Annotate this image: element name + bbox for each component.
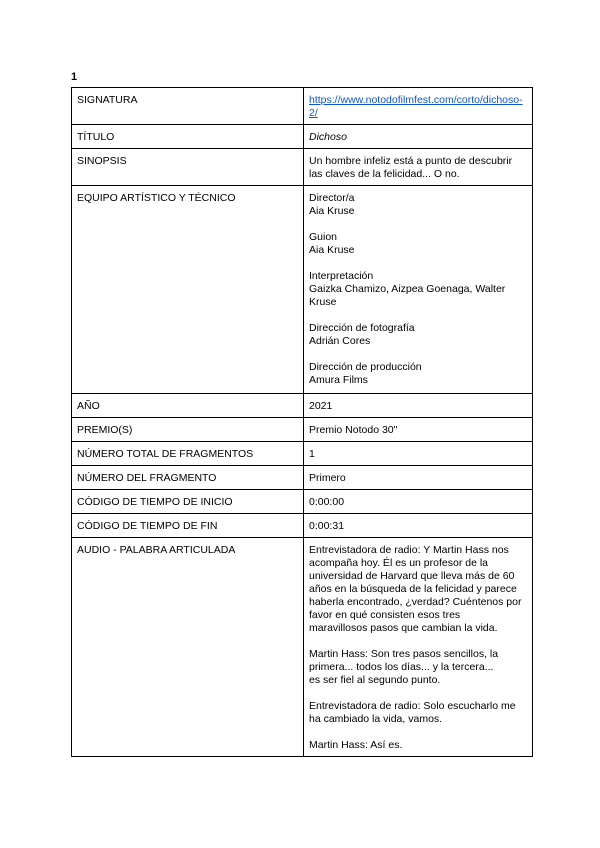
total-fragmentos-label: NÚMERO TOTAL DE FRAGMENTOS: [72, 442, 304, 466]
signatura-label: SIGNATURA: [72, 88, 304, 125]
spacer: [309, 309, 527, 322]
audio-paragraph-2b: es ser fiel al segundo punto.: [309, 674, 441, 686]
spacer: [309, 218, 527, 231]
numero-fragmento-label: NÚMERO DEL FRAGMENTO: [72, 466, 304, 490]
guion-label: Guion: [309, 231, 338, 243]
table-row-audio: [72, 538, 533, 757]
audio-label: AUDIO - PALABRA ARTICULADA: [72, 538, 304, 757]
guion-value: Aia Kruse: [309, 244, 355, 256]
equipo-label: EQUIPO ARTÍSTICO Y TÉCNICO: [72, 186, 304, 394]
signatura-value-cell: [304, 88, 533, 125]
tiempo-inicio-label: CÓDIGO DE TIEMPO DE INICIO: [72, 490, 304, 514]
spacer: [309, 257, 527, 270]
table-row-tiempo-inicio: [72, 490, 533, 514]
spacer: [309, 635, 527, 648]
audio-value-cell: [304, 538, 533, 757]
interpretacion-label: Interpretación: [309, 270, 374, 282]
page-number: 1: [71, 71, 78, 83]
anio-label: AÑO: [72, 394, 304, 418]
produccion-label: Dirección de producción: [309, 361, 422, 373]
spacer: [309, 687, 527, 700]
table-row-premios: [72, 418, 533, 442]
signatura-link[interactable]: https://www.notodofilmfest.com/corto/dichoso-2/: [309, 94, 523, 119]
table-row-total-fragmentos: [72, 442, 533, 466]
table-row-sinopsis: [72, 149, 533, 186]
fotografia-label: Dirección de fotografía: [309, 322, 415, 334]
audio-paragraph-3: Entrevistadora de radio: Solo escucharlo me ha cambiado la vida, vamos.: [309, 700, 516, 725]
audio-paragraph-4: Martin Hass: Así es.: [309, 739, 403, 751]
table-row-titulo: [72, 125, 533, 149]
table-row-numero-fragmento: [72, 466, 533, 490]
anio-value: 2021: [304, 394, 533, 418]
premios-value: Premio Notodo 30": [304, 418, 533, 442]
audio-paragraph-1b: maravillosos pasos que cambian la vida.: [309, 622, 498, 634]
fotografia-value: Adrián Cores: [309, 335, 371, 347]
direccion-value: Aia Kruse: [309, 205, 355, 217]
spacer: [309, 726, 527, 739]
total-fragmentos-value: 1: [304, 442, 533, 466]
metadata-table: [71, 87, 533, 757]
tiempo-fin-value: 0:00:31: [304, 514, 533, 538]
tiempo-inicio-value: 0:00:00: [304, 490, 533, 514]
table-row-signatura: [72, 88, 533, 125]
equipo-value-cell: [304, 186, 533, 394]
sinopsis-label: SINOPSIS: [72, 149, 304, 186]
table-row-tiempo-fin: [72, 514, 533, 538]
titulo-label: TÍTULO: [72, 125, 304, 149]
spacer: [309, 348, 527, 361]
table-row-anio: [72, 394, 533, 418]
premios-label: PREMIO(S): [72, 418, 304, 442]
table-row-equipo: [72, 186, 533, 394]
titulo-value: Dichoso: [304, 125, 533, 149]
tiempo-fin-label: CÓDIGO DE TIEMPO DE FIN: [72, 514, 304, 538]
audio-paragraph-2a: Martin Hass: Son tres pasos sencillos, la primera... todos los días... y la tercera...: [309, 648, 499, 673]
interpretacion-value: Gaizka Chamizo, Aizpea Goenaga, Walter Kruse: [309, 283, 506, 308]
direccion-label: Director/a: [309, 192, 355, 204]
sinopsis-value: Un hombre infeliz está a punto de descubrir las claves de la felicidad... O no.: [304, 149, 533, 186]
produccion-value: Amura Films: [309, 374, 368, 386]
audio-paragraph-1a: Entrevistadora de radio: Y Martin Hass nos acompaña hoy. Él es un profesor de la universidad de Harvard que lleva más de 60 años en la búsqueda de la felicidad y parece haberla encontrado, ¿verdad? Cuéntenos por favor en qué consisten esos tres: [309, 544, 522, 621]
numero-fragmento-value: Primero: [304, 466, 533, 490]
